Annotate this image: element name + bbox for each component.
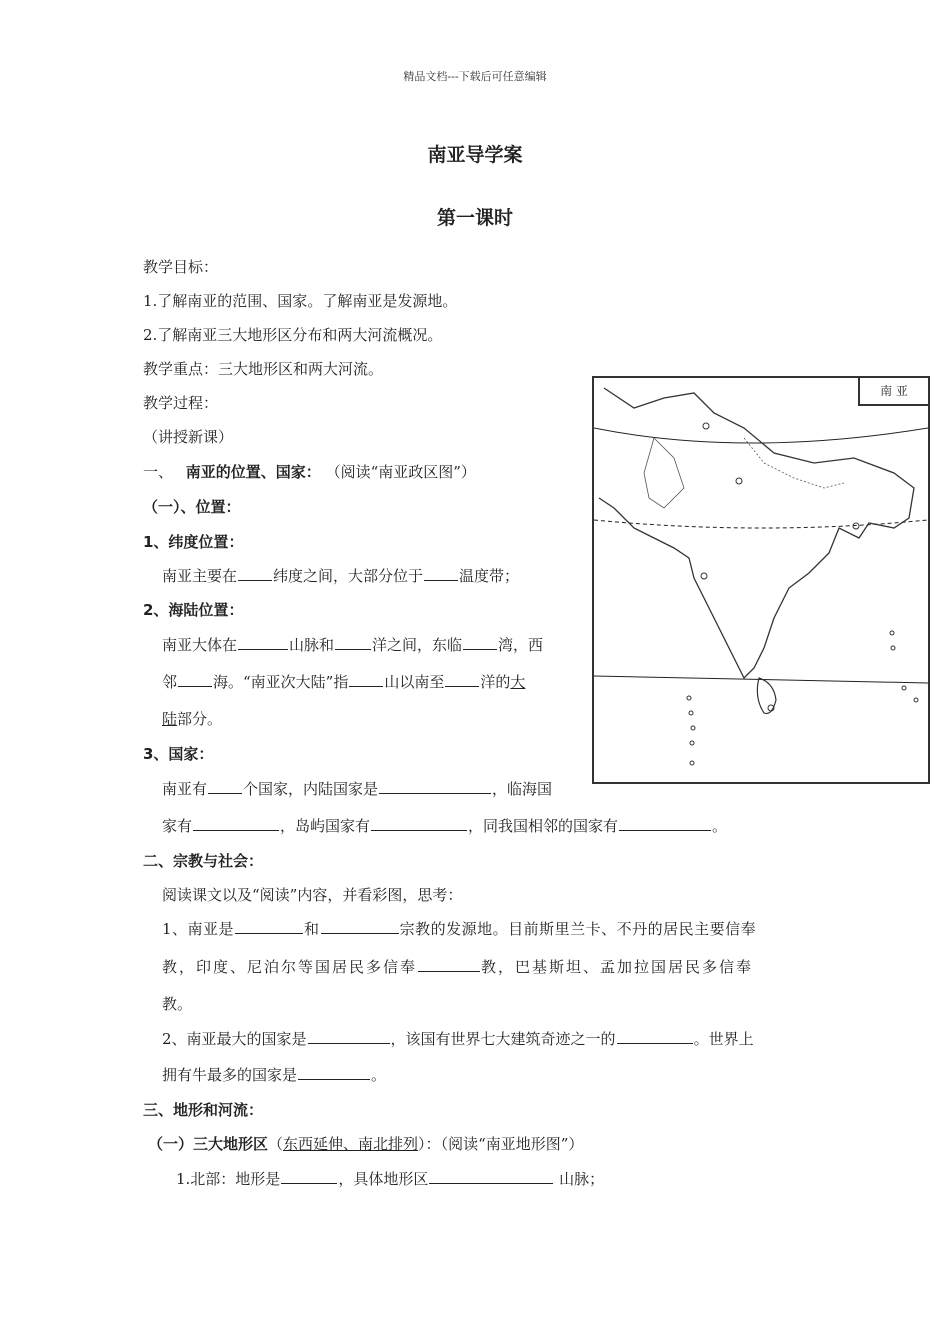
process-label: 教学过程： bbox=[143, 394, 219, 412]
section-2-heading: 二、宗教与社会： bbox=[143, 852, 264, 870]
religion-q2-line-1: 2、南亚最大的国家是 ，该国有世界七大建筑奇迹之一的 。世界上 bbox=[162, 1030, 754, 1048]
religion-q1-line-2: 教，印度、尼泊尔等国居民多信奉 教，巴基斯坦、孟加拉国居民多信奉 bbox=[162, 958, 754, 976]
blank[interactable] bbox=[619, 815, 711, 831]
page-header: 精品文档---下载后可任意编辑 bbox=[403, 70, 547, 83]
blank[interactable] bbox=[298, 1064, 370, 1080]
blank[interactable] bbox=[178, 671, 212, 687]
latitude-line: 南亚主要在 纬度之间，大部分位于 温度带； bbox=[162, 567, 520, 585]
objective-2: 2.了解南亚三大地形区分布和两大河流概况。 bbox=[143, 326, 443, 344]
new-lesson-note: （讲授新课） bbox=[143, 428, 234, 446]
section-3-heading: 三、地形和河流： bbox=[143, 1101, 264, 1119]
objective-1: 1.了解南亚的范围、国家。了解南亚是发源地。 bbox=[143, 292, 458, 310]
blank[interactable] bbox=[371, 815, 467, 831]
blank[interactable] bbox=[424, 565, 458, 581]
blank[interactable] bbox=[238, 634, 288, 650]
countries-heading: 3、国家： bbox=[143, 745, 214, 763]
blank[interactable] bbox=[308, 1028, 390, 1044]
blank[interactable] bbox=[208, 778, 242, 794]
blank[interactable] bbox=[429, 1168, 553, 1184]
religion-q1-line-3: 教。 bbox=[162, 995, 193, 1013]
south-asia-map bbox=[592, 376, 930, 784]
map-label: 南 亚 bbox=[858, 378, 928, 406]
blank[interactable] bbox=[463, 634, 497, 650]
blank[interactable] bbox=[445, 671, 479, 687]
blank[interactable] bbox=[379, 778, 491, 794]
sea-land-line-2: 邻 海。“南亚次大陆”指 山以南至 洋的大 bbox=[162, 673, 526, 691]
blank[interactable] bbox=[321, 918, 399, 934]
countries-line-2: 家有 ，岛屿国家有 ，同我国相邻的国家有 。 bbox=[162, 817, 728, 835]
section-2-intro: 阅读课文以及“阅读”内容，并看彩图，思考： bbox=[162, 886, 463, 904]
sea-land-heading: 2、海陆位置： bbox=[143, 601, 244, 619]
section-1-heading: 一、 南亚的位置、国家： （阅读“南亚政区图”） bbox=[143, 463, 476, 481]
page-subtitle: 第一课时 bbox=[436, 207, 513, 229]
north-landform-line: 1.北部：地形是 ，具体地形区 山脉； bbox=[176, 1170, 605, 1188]
blank[interactable] bbox=[418, 956, 480, 972]
map-graphic bbox=[594, 378, 928, 782]
blank[interactable] bbox=[235, 918, 303, 934]
religion-q1-line-1: 1、南亚是 和 宗教的发源地。目前斯里兰卡、不丹的居民主要信奉 bbox=[162, 920, 757, 938]
blank[interactable] bbox=[349, 671, 383, 687]
objectives-label: 教学目标： bbox=[143, 258, 219, 276]
blank[interactable] bbox=[335, 634, 371, 650]
blank[interactable] bbox=[193, 815, 279, 831]
key-points: 教学重点：三大地形区和两大河流。 bbox=[143, 360, 384, 378]
blank[interactable] bbox=[238, 565, 272, 581]
countries-line-1: 南亚有 个国家，内陆国家是 ，临海国 bbox=[162, 780, 553, 798]
position-subheading: （一）、位置： bbox=[143, 498, 241, 516]
blank[interactable] bbox=[281, 1168, 337, 1184]
sea-land-line-3: 陆部分。 bbox=[162, 710, 223, 728]
blank[interactable] bbox=[617, 1028, 693, 1044]
religion-q2-line-2: 拥有牛最多的国家是 。 bbox=[162, 1066, 387, 1084]
sea-land-line-1: 南亚大体在 山脉和 洋之间，东临 湾，西 bbox=[162, 636, 544, 654]
page-title: 南亚导学案 bbox=[427, 144, 523, 166]
landform-subheading: （一）三大地形区（东西延伸、南北排列）：（阅读“南亚地形图”） bbox=[148, 1135, 584, 1153]
latitude-heading: 1、纬度位置： bbox=[143, 533, 244, 551]
